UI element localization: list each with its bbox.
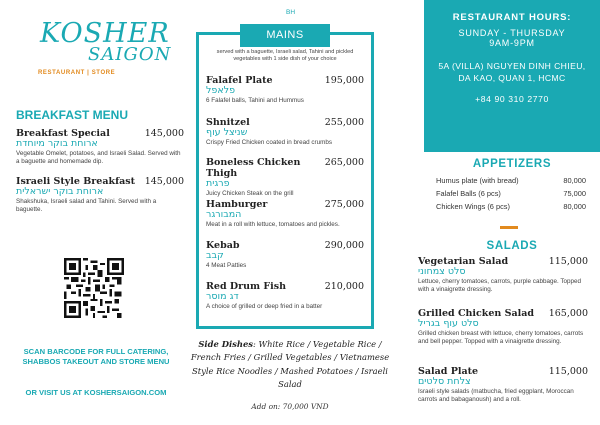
appetizer-row xyxy=(436,202,586,211)
mains-item xyxy=(206,281,364,311)
mains-item xyxy=(206,157,364,198)
item-hebrew: צלחת סלטים xyxy=(418,376,471,387)
item-hebrew: קבב xyxy=(206,250,224,261)
item-name: Humus plate (with bread) xyxy=(436,176,519,185)
item-desc: Crispy Fried Chicken coated in bread crumbs xyxy=(206,138,332,146)
scan-barcode-text: SCAN BARCODE FOR FULL CATERING, SHABBOS TAKEOUT AND STORE MENU xyxy=(22,347,170,366)
item-name: Hamburger xyxy=(206,199,268,210)
item-name: Grilled Chicken Salad xyxy=(418,308,535,319)
item-price: 255,000 xyxy=(324,117,364,128)
mains-intro: served with a baguette, Israeli salad, Tahini and pickled vegetables with 1 side dish of your choice xyxy=(216,49,354,63)
item-price: 275,000 xyxy=(324,199,364,210)
side-dishes-colon: : xyxy=(253,339,259,349)
appetizers-title: APPETIZERS xyxy=(472,158,552,170)
hours-time: 9AM-9PM xyxy=(489,38,535,48)
item-name: Shnitzel xyxy=(206,117,250,128)
side-dishes-label: Side Dishes xyxy=(198,339,253,349)
item-name: Breakfast Special xyxy=(16,128,110,139)
item-desc: Lettuce, cherry tomatoes, carrots, purple cabbage. Topped with a vinaigrette dressing. xyxy=(418,277,581,294)
logo xyxy=(38,18,172,82)
item-desc: 6 Falafel balls, Tahini and Hummus xyxy=(206,96,304,104)
hours-panel xyxy=(424,0,600,152)
item-name: Israeli Style Breakfast xyxy=(16,176,136,187)
item-price: 210,000 xyxy=(324,281,364,292)
item-desc: Vegetable Omelet, potatoes, and Israeli Salad. Served with a baguette and homemade dip. xyxy=(16,149,181,166)
item-desc: Israeli style salads (matbucha, fried eggplant, Moroccan carrots and babaganoush) and a roll. xyxy=(418,387,574,404)
item-desc: A choice of grilled or deep fried in a batter xyxy=(206,302,323,310)
salad-item xyxy=(418,366,588,404)
side-dishes xyxy=(190,338,390,392)
item-desc: 4 Meat Patties xyxy=(206,261,247,269)
bh-mark: BH xyxy=(286,9,296,16)
item-price: 115,000 xyxy=(548,366,588,377)
item-name: Red Drum Fish xyxy=(206,281,287,292)
phone-number[interactable]: +84 90 310 2770 xyxy=(475,94,549,105)
item-hebrew: סלט עוף בגריל xyxy=(418,318,479,329)
item-price: 80,000 xyxy=(563,176,586,185)
item-price: 75,000 xyxy=(563,189,586,198)
item-hebrew: פרגית xyxy=(206,178,230,189)
item-price: 115,000 xyxy=(548,256,588,267)
item-hebrew: פלאפל xyxy=(206,85,236,96)
logo-subtitle: RESTAURANT | STORE xyxy=(38,70,116,76)
item-desc: Juicy Chicken Steak on the grill xyxy=(206,189,294,197)
mains-title: MAINS xyxy=(240,24,330,47)
logo-line2: SAIGON xyxy=(88,44,172,65)
item-desc: Meat in a roll with lettuce, tomatoes and pickles. xyxy=(206,220,340,228)
address: 5A (VILLA) NGUYEN DINH CHIEU, DA KAO, QUAN 1, HCMC xyxy=(438,61,586,83)
item-price: 145,000 xyxy=(144,176,184,187)
item-name: Chicken Wings (6 pcs) xyxy=(436,202,510,211)
addon-price: Add on: 70,000 VND xyxy=(251,402,329,411)
item-price: 165,000 xyxy=(548,308,588,319)
item-name: Boneless Chicken Thigh xyxy=(206,157,301,179)
mains-item xyxy=(206,199,364,229)
item-hebrew: ארוחת בוקר מיוחדת xyxy=(16,138,98,149)
item-hebrew: סלט צמחוני xyxy=(418,266,466,277)
qr-code-icon[interactable] xyxy=(64,258,124,318)
salad-item xyxy=(418,308,588,346)
item-price: 290,000 xyxy=(324,240,364,251)
appetizer-row xyxy=(436,176,586,185)
breakfast-item xyxy=(16,176,184,214)
breakfast-item xyxy=(16,128,184,166)
item-name: Vegetarian Salad xyxy=(418,256,509,267)
item-hebrew: שניצל עוף xyxy=(206,127,248,138)
website-link[interactable]: OR VISIT US AT KOSHERSAIGON.COM xyxy=(25,388,167,397)
salads-title: SALADS xyxy=(486,240,538,252)
item-desc: Grilled chicken breast with lettuce, cherry tomatoes, carrots and bell pepper. Topped with a vinaigrette dressing. xyxy=(418,329,584,346)
breakfast-title: BREAKFAST MENU xyxy=(16,108,129,122)
logo-line1: KOSHER xyxy=(40,18,170,49)
mains-item xyxy=(206,240,364,270)
item-hebrew: המבורגר xyxy=(206,209,242,220)
hours-title: RESTAURANT HOURS: xyxy=(452,12,572,23)
item-name: Salad Plate xyxy=(418,366,479,377)
item-price: 195,000 xyxy=(324,75,364,86)
item-price: 265,000 xyxy=(324,157,364,168)
item-name: Kebab xyxy=(206,240,240,251)
left-column xyxy=(0,0,190,425)
item-price: 80,000 xyxy=(563,202,586,211)
salad-item xyxy=(418,256,588,294)
mains-item xyxy=(206,117,364,147)
side-dishes-list: White Rice / Vegetable Rice / French Fries / Grilled Vegetables / Vietnamese Style Rice Noodles / Mashed Potatoes / Israeli Salad xyxy=(190,339,390,390)
mains-item xyxy=(206,75,364,105)
item-name: Falafel Balls (6 pcs) xyxy=(436,189,501,198)
section-divider xyxy=(500,226,518,229)
item-hebrew: ארוחת בוקר ישראלית xyxy=(16,186,104,197)
appetizer-row xyxy=(436,189,586,198)
item-hebrew: דג מוסר xyxy=(206,291,239,302)
item-desc: Shakshuka, Israeli salad and Tahini. Served with a baguette. xyxy=(16,197,157,214)
hours-days: SUNDAY - THURSDAY xyxy=(458,28,566,38)
item-price: 145,000 xyxy=(144,128,184,139)
item-name: Falafel Plate xyxy=(206,75,273,86)
